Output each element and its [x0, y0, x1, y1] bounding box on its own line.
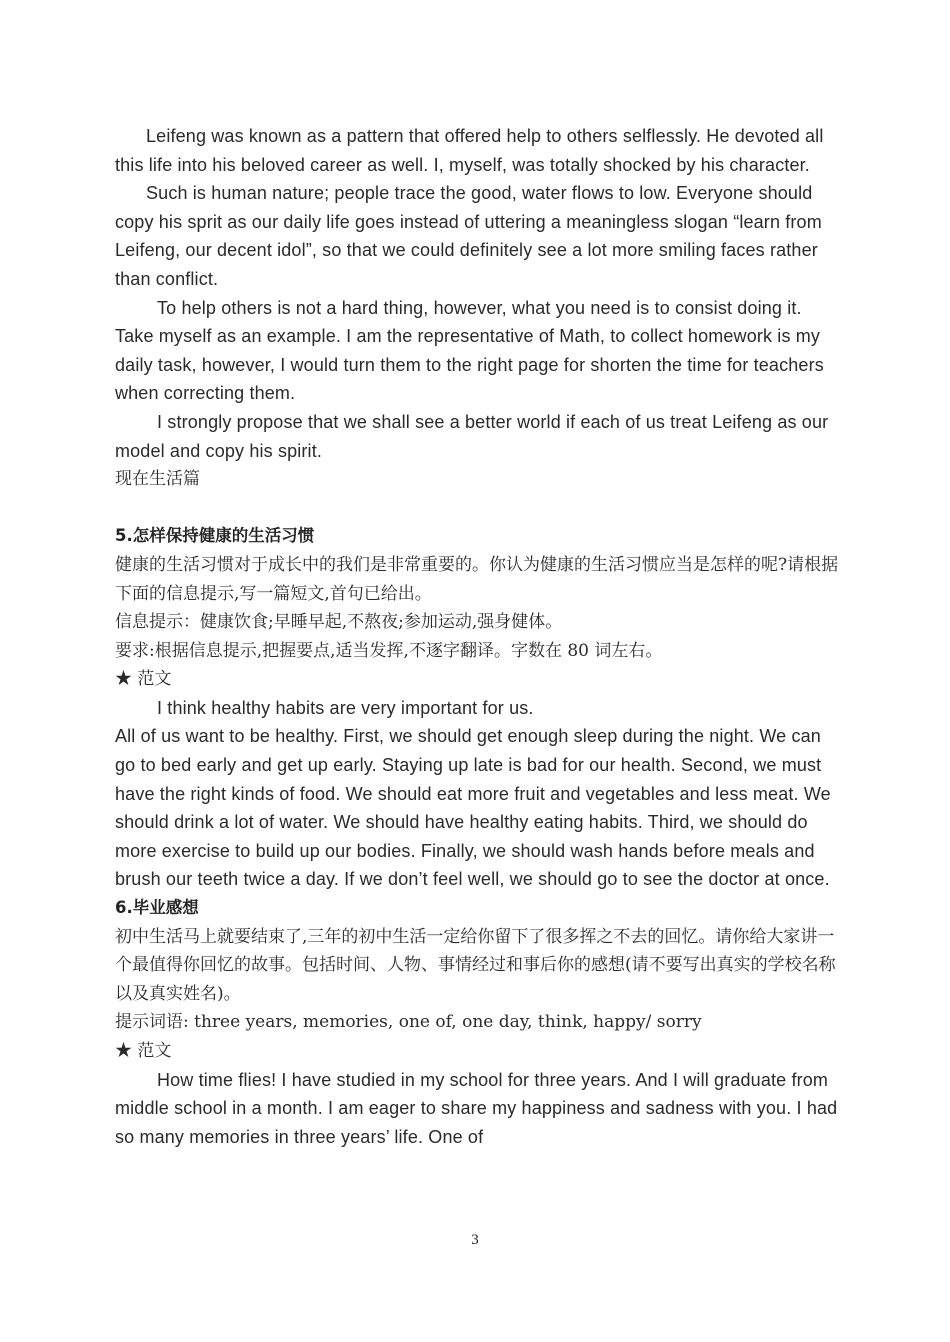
spacer — [115, 494, 840, 523]
page-content — [115, 122, 840, 1151]
leifeng-paragraph-3: To help others is not a hard thing, however, what you need is to consist doing it. Take myself as an example. I am the representative of Math, to collect homework is my daily task, however, I would turn them to the right page for shorten the time for teachers when correcting them. — [115, 297, 824, 404]
section6-sample-label: ★ 范文 — [115, 1041, 172, 1061]
page-number: 3 — [471, 1232, 479, 1248]
section5-hints: 信息提示：健康饮食;早睡早起,不熬夜;参加运动,强身健体。 — [115, 612, 563, 633]
section5-sample-body: All of us want to be healthy. First, we should get enough sleep during the night. We can go to bed early and get up early. Staying up late is bad for our health. Second, we must have the right kinds of food. We should eat more fruit and vegetables and less meat. We should drink a lot of water. We should have healthy eating habits. Third, we should do more exercise to build up our bodies. Finally, we should wash hands before meals and brush our teeth twice a day. If we don’t feel well, we should go to see the doctor at once. — [115, 726, 831, 890]
leifeng-paragraph-4: I strongly propose that we shall see a better world if each of us treat Leifeng as our model and copy his spirit. — [115, 411, 829, 461]
leifeng-paragraph-2: Such is human nature; people trace the good, water flows to low. Everyone should copy his sprit as our daily life goes instead of uttering a meaningless slogan “learn from Leifeng, our decent idol”, so that we could definitely see a lot more smiling faces rather than conflict. — [115, 183, 822, 289]
section6-heading: 6.毕业感想 — [115, 898, 199, 918]
section5-prompt: 健康的生活习惯对于成长中的我们是非常重要的。你认为健康的生活习惯应当是怎样的呢?请根据下面的信息提示,写一篇短文,首句已给出。 — [115, 554, 839, 604]
section5-first-sentence: I think healthy habits are very important for us. — [157, 697, 534, 718]
category-label: 现在生活篇 — [115, 469, 200, 490]
section5-sample-label: ★ 范文 — [115, 669, 172, 690]
section5-requirements: 要求:根据信息提示,把握要点,适当发挥,不逐字翻译。字数在 80 词左右。 — [115, 640, 663, 661]
section5-heading: 5.怎样保持健康的生活习惯 — [115, 526, 315, 546]
section6-hint-words: 提示词语: three years, memories, one of, one day, think, happy/ sorry — [115, 1012, 702, 1033]
section6-sample-body: How time flies! I have studied in my school for three years. And I will graduate from middle school in a month. I am eager to share my happiness and sadness with you. I had so many memories in three years’ life. One of — [115, 1069, 838, 1147]
section6-prompt: 初中生活马上就要结束了,三年的初中生活一定给你留下了很多挥之不去的回忆。请你给大家讲一个最值得你回忆的故事。包括时间、人物、事情经过和事后你的感想(请不要写出真实的学校名称以及真实姓名)。 — [115, 926, 836, 1004]
leifeng-paragraph-1: Leifeng was known as a pattern that offered help to others selflessly. He devoted all this life into his beloved career as well. I, myself, was totally shocked by his character. — [115, 126, 824, 175]
